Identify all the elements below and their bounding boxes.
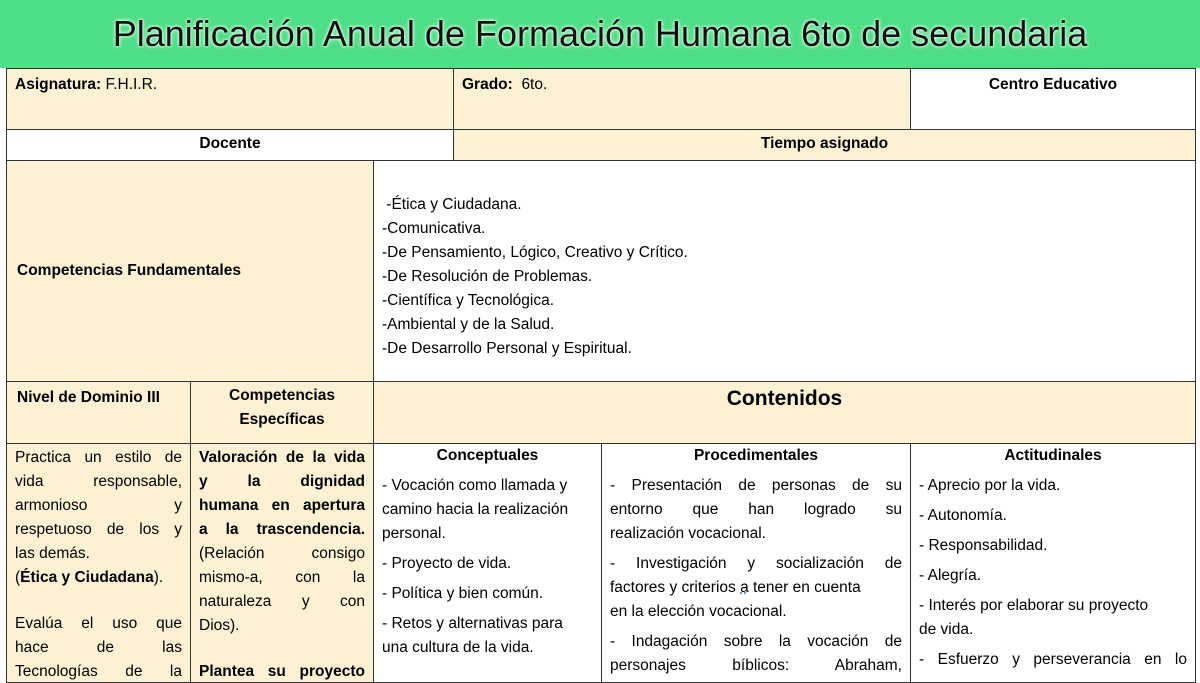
conceptual-item: - Política y bien común. [382,585,544,602]
actitudinales-header: Actitudinales [1004,447,1102,464]
actitudinal-item: de vida. [919,621,974,638]
paren-open: ( [15,569,21,586]
competencia-item: -Científica y Tecnológica. [382,292,555,309]
procedimental-item: - Indagación sobre la vocación de [610,633,902,650]
nivel-line: Tecnologías de la [15,663,182,680]
grado-value: 6to. [521,76,548,93]
nivel-header-cell [6,381,191,444]
spellcheck-mark: a [740,579,749,596]
conceptuales-cell [373,443,602,683]
procedimental-item [610,576,902,600]
competencia-item: -Ambiental y de la Salud. [382,316,555,333]
nivel-line: Practica un estilo de [15,449,182,466]
especificas-line: Dios). [199,617,240,634]
actitudinal-item: - Responsabilidad. [919,537,1048,554]
actitudinal-item: - Esfuerzo y perseverancia en lo [919,651,1187,668]
competencia-item: -Comunicativa. [382,220,486,237]
conceptual-item: personal. [382,525,446,542]
contenidos-header-cell [373,381,1196,444]
procedimentales-cell [601,443,911,683]
actitudinal-item: - Aprecio por la vida. [919,477,1061,494]
conceptual-item: camino hacia la realización [382,501,569,518]
procedimental-text: factores y criterios [610,579,741,596]
page-title: Planificación Anual de Formación Humana 6to de secundaria [112,13,1088,54]
competencia-item: -De Pensamiento, Lógico, Creativo y Crítico. [382,244,688,261]
conceptual-item: una cultura de la vida. [382,639,534,656]
especificas-header-cell [190,381,374,444]
conceptual-item: - Proyecto de vida. [382,555,512,572]
docente-label: Docente [199,135,261,152]
especificas-bold-line: y la dignidad [199,473,365,490]
asignatura-label: Asignatura: [15,76,102,93]
nivel-line: respetuoso de los y [15,521,182,538]
asignatura-value: F.H.I.R. [105,76,158,93]
especificas-text-cell [190,443,374,683]
centro-educativo-cell [910,68,1196,130]
procedimentales-header: Procedimentales [693,447,819,464]
competencia-item: -De Resolución de Problemas. [382,268,593,285]
grado-cell [453,68,911,130]
especificas-bold-line: a la trascendencia. [199,521,365,538]
nivel-header: Nivel de Dominio III [17,389,160,406]
competencias-list-cell [373,160,1196,382]
grado-label: Grado: [462,76,513,93]
especificas-bold-line: Valoración de la vida [199,449,365,466]
competencia-item: -De Desarrollo Personal y Espiritual. [382,340,632,357]
conceptual-item: - Retos y alternativas para [382,615,563,632]
paren-close: ). [153,569,164,586]
especificas-header-line2: Específicas [239,411,325,428]
especificas-header-line1: Competencias [229,387,335,404]
competencia-item: -Ética y Ciudadana. [382,196,522,213]
especificas-line: mismo-a, con la [199,569,365,586]
nivel-competencia-name: Ética y Ciudadana [20,569,154,586]
actitudinal-item: - Alegría. [919,567,982,584]
asignatura-cell [6,68,454,130]
tiempo-asignado-label: Tiempo asignado [760,135,889,152]
nivel-line: armonioso y [15,497,182,514]
procedimental-text: tener en cuenta [748,579,861,596]
especificas-line: (Relación consigo [199,545,365,562]
title-banner [0,0,1200,68]
procedimental-item: personajes bíblicos: Abraham, [610,657,902,674]
nivel-line-competencia [15,566,182,590]
conceptual-item: - Vocación como llamada y [382,477,568,494]
nivel-line: las demás. [15,545,90,562]
especificas-line: naturaleza y con [199,593,365,610]
procedimental-item: en la elección vocacional. [610,603,787,620]
actitudinales-cell [910,443,1196,683]
conceptuales-header: Conceptuales [436,447,539,464]
nivel-line: hace de las [15,639,182,656]
actitudinal-item: - Autonomía. [919,507,1007,524]
procedimental-item: realización vocacional. [610,525,766,542]
especificas-bold-line: humana en apertura [199,497,365,514]
nivel-text-cell [6,443,191,683]
procedimental-item: entorno que han logrado su [610,501,902,518]
docente-cell [6,129,454,161]
procedimental-item: - Investigación y socialización de [610,555,902,572]
nivel-line: Evalúa el uso que [15,615,182,632]
actitudinal-item: - Interés por elaborar su proyecto [919,597,1149,614]
competencias-label: Competencias Fundamentales [17,262,241,279]
tiempo-asignado-cell [453,129,1196,161]
centro-educativo-label: Centro Educativo [988,76,1118,93]
procedimental-item: - Presentación de personas de su [610,477,902,494]
especificas-bold-line: Plantea su proyecto [199,663,365,680]
nivel-line: vida responsable, [15,473,182,490]
competencias-label-cell [6,160,374,382]
contenidos-header: Contenidos [726,387,843,410]
